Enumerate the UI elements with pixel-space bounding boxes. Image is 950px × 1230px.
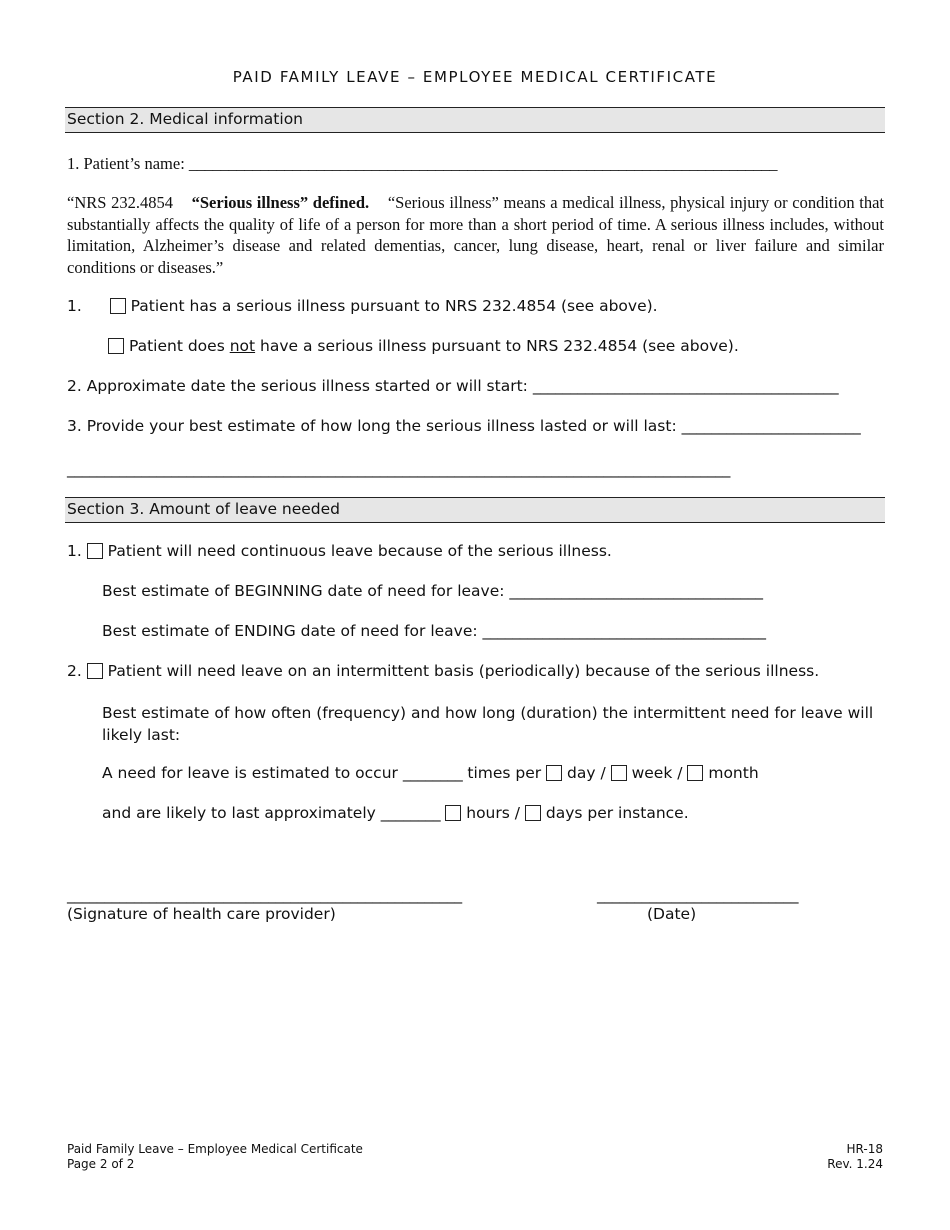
date-label: (Date) bbox=[647, 905, 697, 923]
per-week-label: week / bbox=[631, 764, 683, 782]
q2-start-date-field[interactable]: _________________________________________ bbox=[532, 377, 839, 395]
date-field[interactable]: ___________________________ bbox=[597, 886, 799, 904]
duration-label: and are likely to last approximately bbox=[102, 804, 376, 822]
duration-amount-field[interactable]: ________ bbox=[380, 804, 441, 822]
q2-start-date-label: 2. Approximate date the serious illness started or will start: bbox=[67, 377, 528, 395]
per-week-checkbox[interactable] bbox=[611, 765, 627, 781]
signature-label: (Signature of health care provider) bbox=[67, 905, 336, 923]
per-day-checkbox[interactable] bbox=[546, 765, 562, 781]
begin-date-label: Best estimate of BEGINNING date of need for leave: bbox=[102, 582, 505, 600]
nrs-citation: “NRS 232.4854 bbox=[67, 193, 173, 212]
footer-form-number: HR-18 bbox=[846, 1142, 883, 1156]
page-title: PAID FAMILY LEAVE – EMPLOYEE MEDICAL CERTIFICATE bbox=[232, 68, 718, 86]
footer-page-number: Page 2 of 2 bbox=[67, 1157, 135, 1171]
end-date-row bbox=[102, 622, 766, 640]
serious-illness-no-checkbox[interactable] bbox=[108, 338, 124, 354]
nrs-definition bbox=[67, 192, 884, 278]
end-date-label: Best estimate of ENDING date of need for leave: bbox=[102, 622, 478, 640]
intermittent-leave-checkbox[interactable] bbox=[87, 663, 103, 679]
q1-serious-illness-yes-row bbox=[67, 297, 658, 315]
days-checkbox[interactable] bbox=[525, 805, 541, 821]
s3-q1-number: 1. bbox=[67, 542, 82, 560]
serious-illness-no-emphasis: not bbox=[229, 337, 256, 355]
per-month-checkbox[interactable] bbox=[687, 765, 703, 781]
s3-q2-number: 2. bbox=[67, 662, 82, 680]
continuous-leave-checkbox[interactable] bbox=[87, 543, 103, 559]
serious-illness-no-label-pre: Patient does bbox=[128, 337, 230, 355]
q3-duration-label: 3. Provide your best estimate of how long the serious illness lasted or will last: bbox=[67, 417, 677, 435]
per-month-label: month bbox=[708, 764, 759, 782]
q2-start-date-row bbox=[67, 377, 838, 395]
patient-name-row bbox=[67, 154, 777, 174]
end-date-field[interactable]: ______________________________________ bbox=[482, 622, 766, 640]
occurrence-label: A need for leave is estimated to occur bbox=[102, 764, 398, 782]
hours-label: hours / bbox=[466, 804, 520, 822]
occurrence-count-field[interactable]: ________ bbox=[402, 764, 463, 782]
q1-serious-illness-no-row bbox=[108, 337, 739, 355]
patient-name-label: 1. Patient’s name: bbox=[67, 154, 185, 173]
footer-document-title: Paid Family Leave – Employee Medical Certificate bbox=[67, 1142, 363, 1156]
serious-illness-no-label-post: have a serious illness pursuant to NRS 232.4854 (see above). bbox=[255, 337, 739, 355]
q1-number: 1. bbox=[67, 297, 82, 315]
section-3-heading: Section 3. Amount of leave needed bbox=[67, 500, 341, 518]
q3-duration-field[interactable]: ________________________ bbox=[681, 417, 861, 435]
nrs-text: “Serious illness” means a medical illness, physical injury or condition that substantially affects the quality of life of a person for more than a short period of time. A serious illness includes, without limitation, Alzheimer’s disease and related dementias, cancer, lung disease, heart, renal or liver failure and similar conditions or diseases.” bbox=[67, 193, 885, 277]
serious-illness-yes-checkbox[interactable] bbox=[110, 298, 126, 314]
patient-name-field[interactable]: __________________________________________________________________________ bbox=[188, 154, 778, 173]
footer-left bbox=[67, 1142, 363, 1172]
s3-q1-continuous-row bbox=[67, 542, 612, 560]
per-day-label: day / bbox=[567, 764, 606, 782]
frequency-instructions-line-1: Best estimate of how often (frequency) and how long (duration) the intermittent need for leave will bbox=[102, 704, 874, 722]
continuous-leave-label: Patient will need continuous leave because of the serious illness. bbox=[107, 542, 612, 560]
begin-date-row bbox=[102, 582, 763, 600]
section-2-heading: Section 2. Medical information bbox=[67, 110, 303, 128]
nrs-title: “Serious illness” defined. bbox=[191, 193, 370, 212]
hours-checkbox[interactable] bbox=[445, 805, 461, 821]
footer-right bbox=[827, 1142, 883, 1172]
signature-field[interactable]: _____________________________________________________ bbox=[67, 886, 462, 904]
intermittent-leave-label: Patient will need leave on an intermittent basis (periodically) because of the serious illness. bbox=[107, 662, 820, 680]
section-2-header bbox=[65, 107, 885, 133]
q3-duration-row bbox=[67, 417, 860, 435]
days-label: days per instance. bbox=[545, 804, 689, 822]
q3-duration-field-line-2[interactable]: _________________________________________________________________________________________ bbox=[67, 460, 731, 478]
begin-date-field[interactable]: __________________________________ bbox=[509, 582, 763, 600]
times-per-label: times per bbox=[467, 764, 542, 782]
duration-row bbox=[102, 804, 689, 822]
frequency-instructions bbox=[102, 702, 873, 746]
section-3-header bbox=[65, 497, 885, 523]
occurrence-row bbox=[102, 764, 759, 782]
frequency-instructions-line-2: likely last: bbox=[102, 726, 181, 744]
s3-q2-intermittent-row bbox=[67, 662, 819, 680]
serious-illness-yes-label: Patient has a serious illness pursuant to NRS 232.4854 (see above). bbox=[130, 297, 658, 315]
footer-revision: Rev. 1.24 bbox=[827, 1157, 883, 1171]
